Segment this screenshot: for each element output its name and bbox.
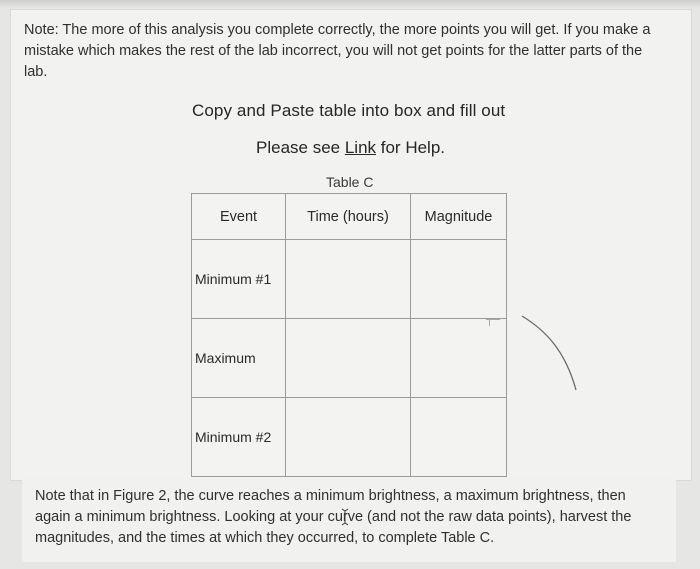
help-link[interactable]: Link	[344, 138, 377, 157]
event-cell: Minimum #1	[192, 240, 286, 319]
table-c	[191, 193, 507, 477]
header-event: Event	[192, 194, 286, 240]
header-magnitude: Magnitude	[411, 194, 507, 240]
time-cell[interactable]	[286, 398, 411, 477]
table-caption: Table C	[326, 174, 374, 190]
help-suffix: for Help.	[376, 138, 446, 157]
event-cell: Maximum	[192, 319, 286, 398]
table-row	[192, 398, 507, 477]
text-cursor-icon	[340, 508, 350, 526]
note-top-text: Note: The more of this analysis you complete correctly, the more points you will get. If you make a mistake which makes the rest of the lab incorrect, you will not get points for the latter parts of the lab.	[24, 22, 651, 80]
magnitude-cell[interactable]	[411, 240, 507, 319]
table-row	[192, 319, 507, 398]
magnitude-cell[interactable]	[411, 398, 507, 477]
table-row	[192, 240, 507, 319]
help-prefix: Please see	[256, 138, 345, 157]
cell-resize-mark-vertical	[489, 319, 490, 326]
help-line	[256, 138, 445, 158]
time-cell[interactable]	[286, 240, 411, 319]
instructions-heading: Copy and Paste table into box and fill out	[192, 101, 506, 120]
pen-stroke-mark	[520, 310, 590, 400]
event-cell: Minimum #2	[192, 398, 286, 477]
time-cell[interactable]	[286, 319, 411, 398]
page-top-edge	[0, 0, 700, 8]
note-bottom-text: Note that in Figure 2, the curve reaches a minimum brightness, a maximum brightness, then again a minimum brightness. Looking at your curve (and not the raw data points), harvest the magnitudes, and the times at which they occurred, to complete Table C.	[35, 488, 632, 546]
magnitude-cell[interactable]	[411, 319, 507, 398]
table-header-row	[192, 194, 507, 240]
header-time: Time (hours)	[286, 194, 411, 240]
